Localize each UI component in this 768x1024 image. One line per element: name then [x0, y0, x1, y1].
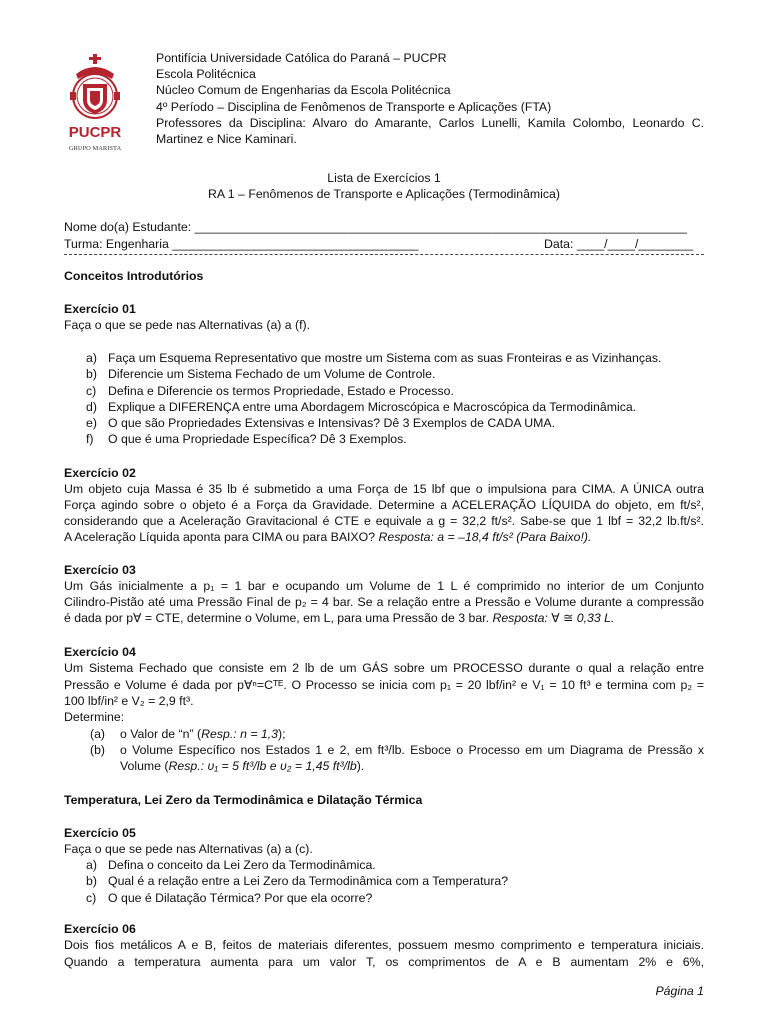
list-item: e) O que são Propriedades Extensivas e Intensivas? Dê 3 Exemplos de CADA UMA.: [86, 416, 556, 431]
exercise-04-line1: Um Sistema Fechado que consiste em 2 lb de um GÁS sobre um PROCESSO durante o qual a relação entre: [64, 661, 704, 675]
section-heading: Temperatura, Lei Zero da Termodinâmica e Dilatação Térmica: [64, 793, 423, 807]
class-label: Turma: Engenharia: [64, 237, 173, 251]
date-blank: ____/____/________: [576, 237, 694, 251]
list-item: d) Explique a DIFERENÇA entre uma Abordagem Microscópica e Macroscópica da Termodinâmica.: [86, 399, 637, 414]
date-label: Data:: [544, 237, 577, 251]
document-page: PUCPR GRUPO MARISTA Pontifícia Universidade Católica do Paraná – PUCPR Escola Politécnica Núcleo Comum de Engenharias da Escola Politécnica 4º Período – Disciplina de Fenômenos de Transporte e Aplicações (FTA) Professores da Disciplina: Alvaro do Amarante, Carlos Lunelli, Kamila Colombo, Leonardo C. Martinez e Nice Kaminari. Lista de Exercícios 1 RA 1 – Fenômenos de Transporte e Aplicações (Termodinâmica) Nome do(a) Estudante: ________________________________________________________________________ Turma: Engenharia ____________________________________ Data: ____/____/________ Conceitos Introdutórios Exercício 01 Faça o que se pede nas Alternativas (a) a (f). a) Faça um Esquema Representativo que mostre um Sistema com as suas Fronteiras e as Vizinhanças. b) Diferencie um Sistema Fechado de um Volume de Controle. c) Defina e Diferencie os termos Propriedade, Estado e Processo. d) Explique a DIFERENÇA entre uma Abordagem Microscópica e Macroscópica da Termodinâmica. e) O que são Propriedades Extensivas e Intensivas? Dê 3 Exemplos de CADA UMA. f) O que é uma Propriedade Específica? Dê 3 Exemplos. Exercício 02 Um objeto cuja Massa é 35 lb é submetido a uma Força de 15 lbf que o impulsiona para CIMA. A ÚNICA outra Força agindo sobre o objeto é a Força da Gravidade. Determine a ACELERAÇÃO LÍQUIDA do objeto, em ft/s², considerando que a Aceleração Gravitacional é CTE e equivale a g = 32,2 ft/s². Sabe-se que 1 lbf = 32,2 lb.ft/s². A Aceleração Líquida aponta para CIMA ou para BAIXO? Resposta: a = –18,4 ft/s² (Para Baixo!). Exercício 03 Um Gás inicialmente a p₁ = 1 bar e ocupando um Volume de 1 L é comprimido no interior de um Conjunto Cilindro-Pistão até uma Pressão Final de p₂ = 4 bar. Se a relação entre a Pressão e Volume durante a compressão é dada por p∀ = CTE, determine o Volume, em L, para uma Pressão de 3 bar. Resposta: ∀ ≅ 0,33 L. Exercício 04 Um Sistema Fechado que consiste em 2 lb de um GÁS sobre um PROCESSO durante o qual a relação entre Pressão e Volume é dada por p∀ⁿ=Cᵀᴱ. O Processo se inicia com p₁ = 20 lbf/in² e V₁ = 10 ft³ e termina com p₂ = 100 lbf/in² e V₂ = 2,9 ft³. Determine: (a) o Valor de “n” (Resp.: n = 1,3); o Volume Específico nos Estados 1 e 2, em ft³/lb. Esboce o Processo em um Diagrama de Pressão x (b) Volume (Resp.: υ₁ = 5 ft³/lb e υ₂ = 1,45 ft³/lb). Temperatura, Lei Zero da Termodinâmica e Dilatação Térmica Exercício 05 Faça o que se pede nas Alternativas (a) a (c). a) Defina o conceito da Lei Zero da Termodinâmica. b) Qual é a relação entre a Lei Zero da Termodinâmica com a Temperatura? c) O que é Dilatação Térmica? Por que ela ocorre? Exercício 06 Dois fios metálicos A e B, feitos de materiais diferentes, possuem mesmo comprimento e temperatura iniciais. Quando a temperatura aumenta para um valor T, os comprimentos de A e B aumentam 2% e 6%, Página 1: [64, 51, 704, 998]
list-item: b) Diferencie um Sistema Fechado de um Volume de Controle.: [86, 367, 436, 382]
list-item: a) Defina o conceito da Lei Zero da Termodinâmica.: [86, 858, 376, 872]
student-name-field: [64, 219, 704, 235]
exercise-04-title: Exercício 04: [64, 645, 136, 659]
exercise-05-items: [86, 857, 704, 906]
exercise-05-title: Exercício 05: [64, 826, 136, 840]
class-blank: ____________________________________: [172, 237, 419, 251]
list-subtitle: RA 1 – Fenômenos de Transporte e Aplicações (Termodinâmica): [207, 187, 560, 201]
date-field: [544, 236, 693, 252]
exercise-04-item-b: o Volume Específico nos Estados 1 e 2, em ft³/lb. Esboce o Processo em um Diagrama de Pressão x: [120, 743, 704, 757]
logo-wordmark: PUCPR: [68, 124, 122, 141]
exercise-02-line3: considerando que a Aceleração Gravitacional é CTE e equivale a g = 32,2 ft/s². Sabe-se que 1 lbf = 32,2 lb.ft/s².: [64, 514, 704, 528]
header-professors-cont: Martinez e Nice Kaminari.: [156, 132, 297, 147]
page-number: Página 1: [655, 984, 704, 998]
exercise-04-determine: Determine:: [64, 710, 125, 724]
separator-line: [64, 254, 704, 255]
exercise-03-answer: Resposta: ∀ ≅ 0,33 L.: [492, 611, 615, 625]
exercise-01-items: [86, 350, 704, 448]
exercise-02-line2: Força agindo sobre o objeto é a Força da Gravidade. Determine a ACELERAÇÃO LÍQUIDA do objeto, em ft/s²,: [64, 498, 704, 512]
student-name-blank: ________________________________________________________________________: [194, 220, 687, 234]
exercise-04-item-b-marker: (b): [90, 743, 106, 757]
exercise-05-intro: Faça o que se pede nas Alternativas (a) a (c).: [64, 842, 313, 856]
exercise-04-item-b-cont: Volume (Resp.: υ₁ = 5 ft³/lb e υ₂ = 1,45 ft³/lb).: [120, 759, 365, 773]
pucpr-crest-icon: [62, 52, 128, 156]
list-title: Lista de Exercícios 1: [327, 171, 441, 185]
header-university: Pontifícia Universidade Católica do Paraná – PUCPR: [156, 51, 447, 65]
exercise-03-line3: é dada por p∀ = CTE, determine o Volume, em L, para uma Pressão de 3 bar. Resposta: ∀ ≅ 0,33 L.: [64, 611, 615, 625]
list-item: f) O que é uma Propriedade Específica? Dê 3 Exemplos.: [86, 432, 407, 447]
exercise-06-line2: Quando a temperatura aumenta para um valor T, os comprimentos de A e B aumentam 2% e 6%,: [64, 955, 704, 969]
list-item: a) Faça um Esquema Representativo que mostre um Sistema com as suas Fronteiras e as Vizinhanças.: [86, 351, 662, 365]
pucpr-logo: [62, 52, 128, 156]
exercise-06-title: Exercício 06: [64, 922, 136, 936]
student-name-label: Nome do(a) Estudante:: [64, 220, 195, 234]
exercise-04-line2: Pressão e Volume é dada por p∀ⁿ=Cᵀᴱ. O Processo se inicia com p₁ = 20 lbf/in² e V₁ = 10 ft³ e termina com p₂ =: [64, 678, 704, 692]
exercise-02-title: Exercício 02: [64, 466, 136, 480]
section-heading: Conceitos Introdutórios: [64, 269, 204, 283]
header-professors: Professores da Disciplina: Alvaro do Amarante, Carlos Lunelli, Kamila Colombo, Leonardo C.: [156, 115, 704, 130]
list-item: c) Defina e Diferencie os termos Propriedade, Estado e Processo.: [86, 383, 454, 398]
exercise-01-title: Exercício 01: [64, 302, 136, 316]
header-school: Escola Politécnica: [156, 67, 256, 82]
exercise-03-title: Exercício 03: [64, 563, 136, 577]
header-course: 4º Período – Disciplina de Fenômenos de Transporte e Aplicações (FTA): [156, 99, 552, 114]
exercise-03-line1: Um Gás inicialmente a p₁ = 1 bar e ocupando um Volume de 1 L é comprimido no interior de um Conjunto: [64, 579, 704, 593]
list-item: c) O que é Dilatação Térmica? Por que ela ocorre?: [86, 890, 373, 905]
logo-tagline: GRUPO MARISTA: [68, 145, 122, 152]
institution-header: [156, 50, 704, 147]
exercise-06-line1: Dois fios metálicos A e B, feitos de materiais diferentes, possuem mesmo comprimento e temperatura iniciais.: [64, 938, 704, 952]
exercise-04-line3: 100 lbf/in² e V₂ = 2,9 ft³.: [64, 694, 194, 708]
exercise-02-line1: Um objeto cuja Massa é 35 lb é submetido a uma Força de 15 lbf que o impulsiona para CIMA. A ÚNICA outra: [64, 482, 704, 496]
list-item: b) Qual é a relação entre a Lei Zero da Termodinâmica com a Temperatura?: [86, 874, 509, 889]
header-nucleus: Núcleo Comum de Engenharias da Escola Politécnica: [156, 83, 451, 98]
exercise-01-intro: Faça o que se pede nas Alternativas (a) a (f).: [64, 318, 311, 332]
exercise-02-line4: A Aceleração Líquida aponta para CIMA ou para BAIXO? Resposta: a = –18,4 ft/s² (Para Baixo!).: [64, 530, 592, 544]
exercise-03-line2: Cilindro-Pistão até uma Pressão Final de p₂ = 4 bar. Se a relação entre a Pressão e Volume durante a compressão: [64, 595, 704, 609]
exercise-02-answer: Resposta: a = –18,4 ft/s² (Para Baixo!).: [378, 530, 592, 544]
